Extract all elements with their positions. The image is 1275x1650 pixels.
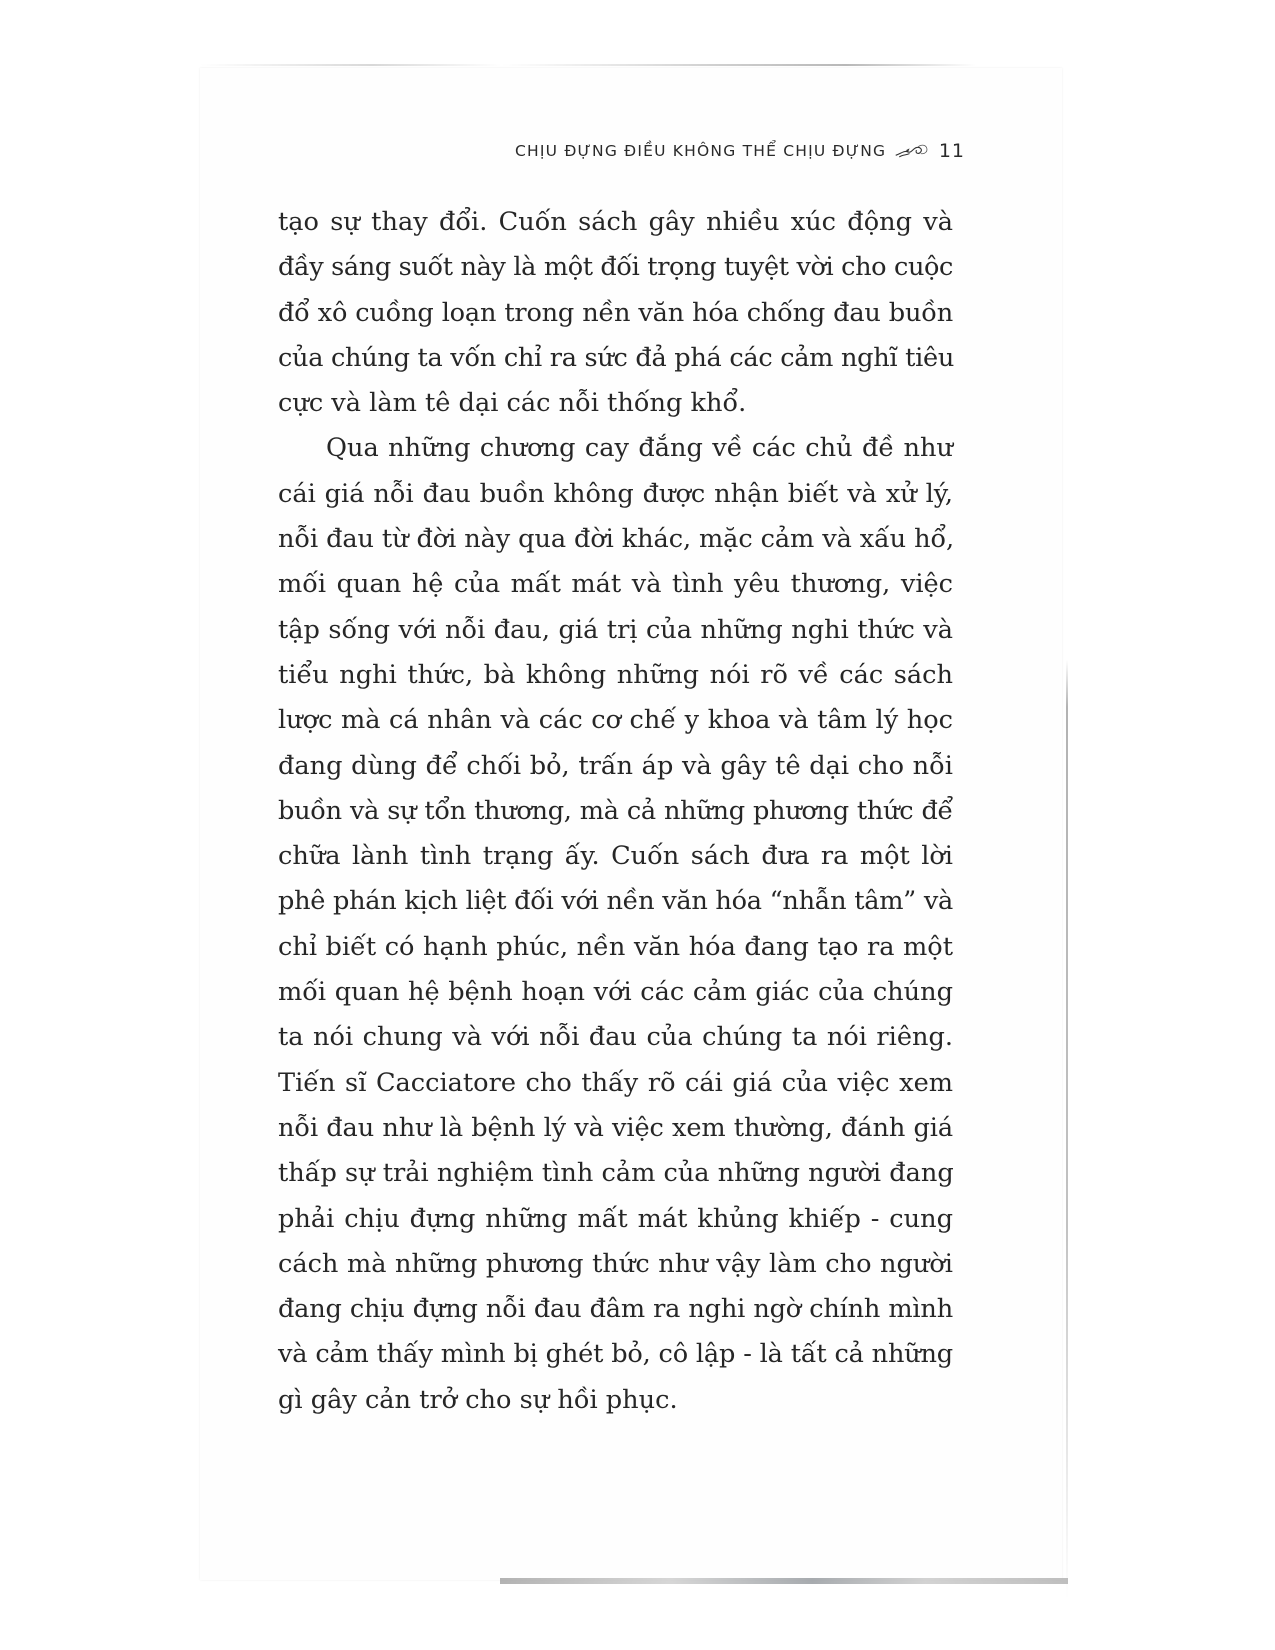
scan-edge-right	[1066, 660, 1068, 1600]
text-line: chỉ biết có hạnh phúc, nền văn hóa đang tạo ra một	[278, 931, 953, 962]
text-line: chữa lành tình trạng ấy. Cuốn sách đưa ra một lời	[278, 841, 953, 872]
text-line: cách mà những phương thức như vậy làm cho người	[278, 1248, 953, 1279]
text-line: cái giá nỗi đau buồn không được nhận biết và xử lý,	[278, 478, 953, 509]
paragraph-2	[278, 426, 953, 1423]
text-line: thấp sự trải nghiệm tình cảm của những người đang	[278, 1158, 954, 1189]
text-line: nỗi đau từ đời này qua đời khác, mặc cảm và xấu hổ,	[278, 524, 955, 555]
text-line: Qua những chương cay đắng về các chủ đề như	[326, 433, 953, 464]
text-line: đầy sáng suốt này là một đối trọng tuyệt vời cho cuộc	[278, 252, 953, 283]
text-line: đang dùng để chối bỏ, trấn áp và gây tê dại cho nỗi	[278, 750, 953, 781]
text-line: tập sống với nỗi đau, giá trị của những nghi thức và	[278, 614, 953, 645]
ornament-flourish-icon	[894, 140, 929, 162]
page-number: 11	[938, 140, 965, 162]
text-line: phê phán kịch liệt đối với nền văn hóa “nhẫn tâm” và	[278, 886, 953, 917]
paragraph-1	[278, 200, 953, 426]
text-line: lược mà cá nhân và các cơ chế y khoa và tâm lý học	[278, 705, 953, 736]
text-line: đổ xô cuồng loạn trong nền văn hóa chống đau buồn	[278, 297, 953, 328]
scan-edge-top	[200, 64, 1062, 66]
text-line: gì gây cản trở cho sự hồi phục.	[278, 1384, 678, 1415]
text-line: ta nói chung và với nỗi đau của chúng ta nói riêng.	[278, 1022, 953, 1053]
text-line: và cảm thấy mình bị ghét bỏ, cô lập - là tất cả những	[278, 1339, 953, 1370]
text-line: tiểu nghi thức, bà không những nói rõ về các sách	[278, 659, 953, 690]
text-line: mối quan hệ bệnh hoạn với các cảm giác của chúng	[278, 977, 953, 1008]
text-line: nỗi đau như là bệnh lý và việc xem thường, đánh giá	[278, 1112, 953, 1143]
scan-edge-bottom	[500, 1578, 1068, 1584]
text-line: của chúng ta vốn chỉ ra sức đả phá các cảm nghĩ tiêu	[278, 342, 955, 373]
text-line: tạo sự thay đổi. Cuốn sách gây nhiều xúc động và	[278, 207, 953, 237]
text-line: cực và làm tê dại các nỗi thống khổ.	[278, 388, 747, 419]
text-line: phải chịu đựng những mất mát khủng khiếp - cung	[278, 1203, 953, 1234]
text-line: Tiến sĩ Cacciatore cho thấy rõ cái giá của việc xem	[278, 1067, 953, 1098]
running-title: CHỊU ĐỰNG ĐIỀU KHÔNG THỂ CHỊU ĐỰNG	[515, 142, 887, 160]
text-line: đang chịu đựng nỗi đau đâm ra nghi ngờ chính mình	[278, 1294, 953, 1325]
body-text	[278, 200, 953, 1423]
running-header	[515, 136, 965, 166]
text-line: buồn và sự tổn thương, mà cả những phương thức để	[278, 795, 953, 826]
text-line: mối quan hệ của mất mát và tình yêu thương, việc	[278, 569, 953, 600]
